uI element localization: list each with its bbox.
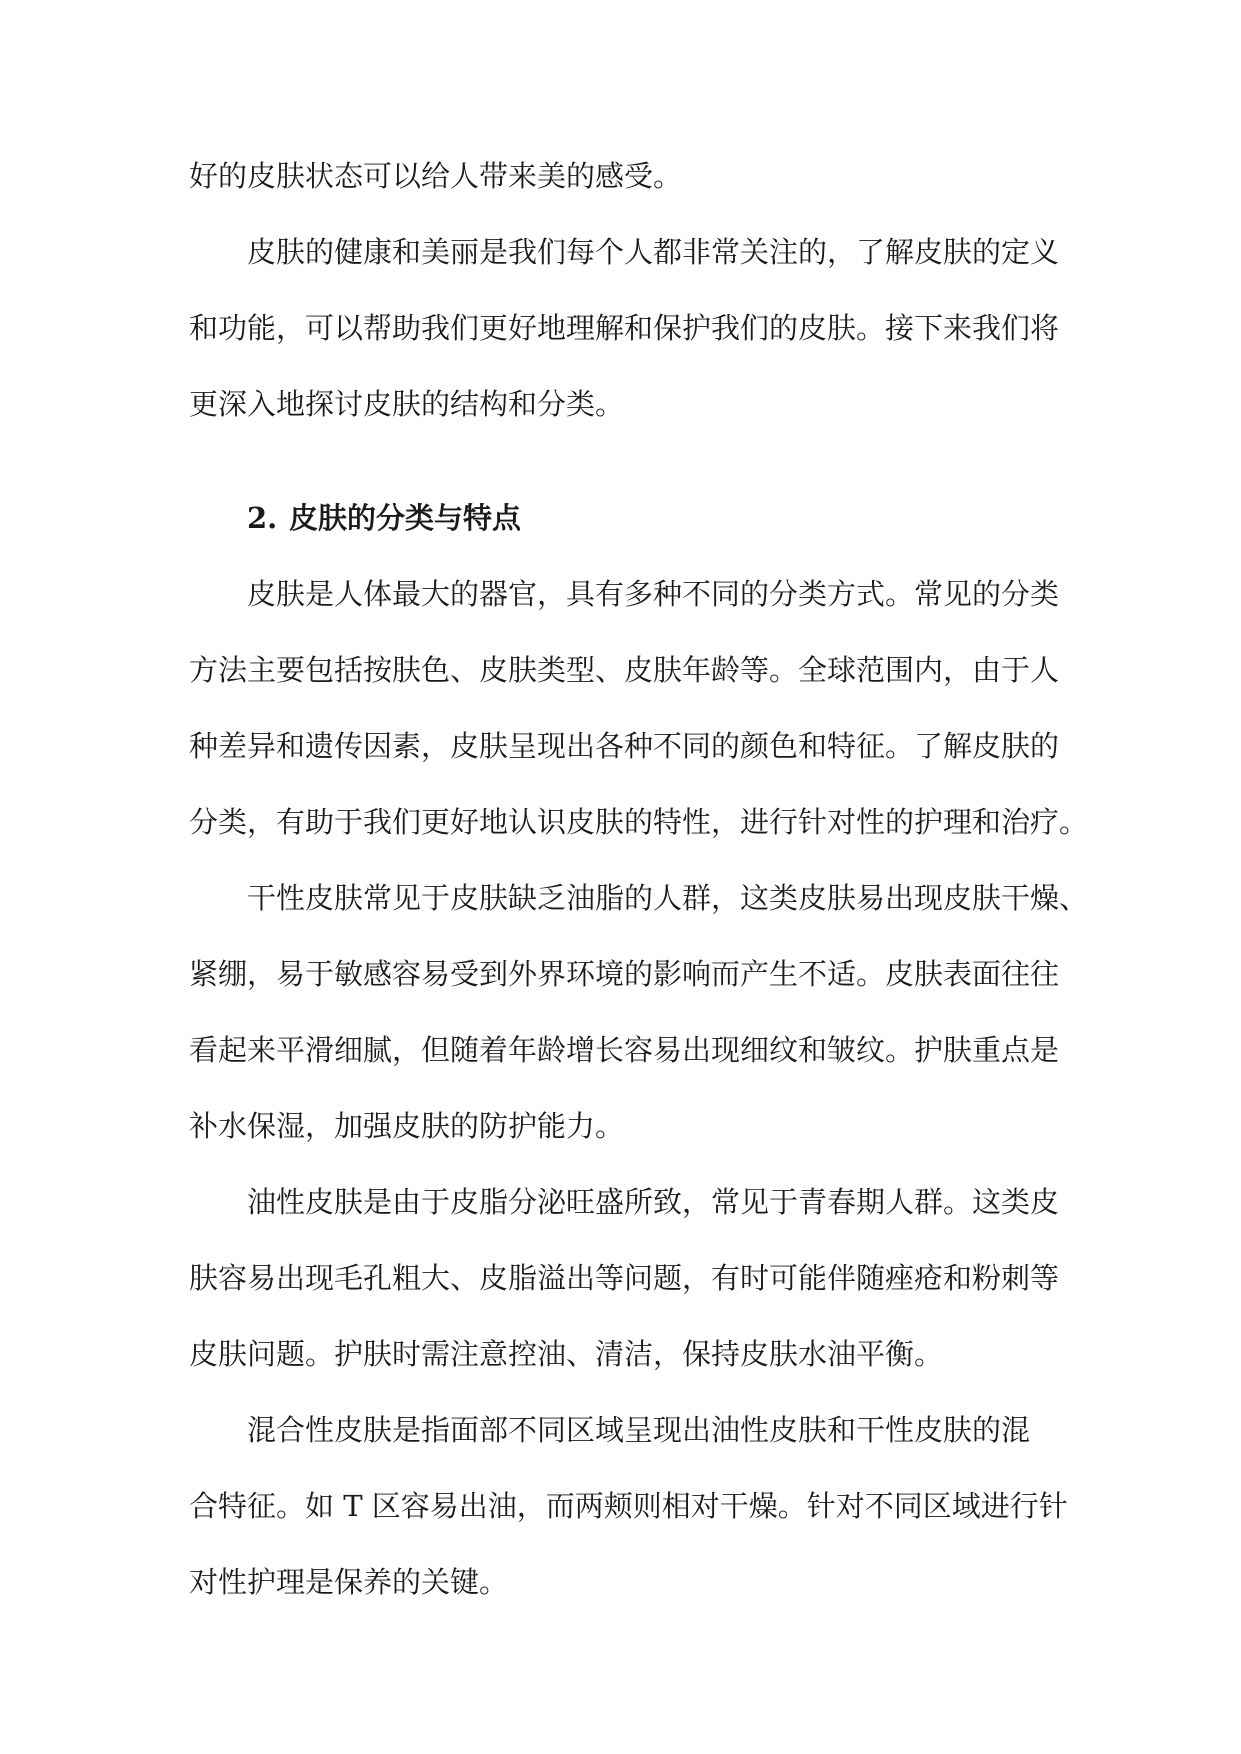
- section-title: 皮肤的分类与特点: [289, 501, 522, 535]
- text-line: 混合性皮肤是指面部不同区域呈现出油性皮肤和干性皮肤的混: [247, 1413, 1031, 1447]
- text-line: 皮肤是人体最大的器官，具有多种不同的分类方式。常见的分类: [247, 577, 1060, 611]
- text-line: 看起来平滑细腻，但随着年龄增长容易出现细纹和皱纹。护肤重点是: [189, 1033, 1060, 1067]
- paragraph-oily-skin: [189, 1164, 1065, 1392]
- text-line: 干性皮肤常见于皮肤缺乏油脂的人群，这类皮肤易出现皮肤干燥、: [247, 881, 1089, 915]
- text-line: 好的皮肤状态可以给人带来美的感受。: [189, 159, 683, 193]
- paragraph-skin-health: [189, 214, 1065, 442]
- text-line: 皮肤问题。护肤时需注意控油、清洁，保持皮肤水油平衡。: [189, 1337, 944, 1371]
- text-line: 方法主要包括按肤色、皮肤类型、皮肤年龄等。全球范围内，由于人: [189, 653, 1060, 687]
- paragraph-classification: [189, 556, 1089, 860]
- text-line: 紧绷，易于敏感容易受到外界环境的影响而产生不适。皮肤表面往往: [189, 957, 1060, 991]
- text-line: 肤容易出现毛孔粗大、皮脂溢出等问题，有时可能伴随痤疮和粉刺等: [189, 1261, 1060, 1295]
- text-line: 更深入地探讨皮肤的结构和分类。: [189, 387, 625, 421]
- document-body: [189, 138, 1089, 1620]
- section-number: 2.: [247, 501, 278, 535]
- text-line: 皮肤的健康和美丽是我们每个人都非常关注的，了解皮肤的定义: [247, 235, 1060, 269]
- text-line: 和功能，可以帮助我们更好地理解和保护我们的皮肤。接下来我们将: [189, 311, 1060, 345]
- text-line: 补水保湿，加强皮肤的防护能力。: [189, 1109, 625, 1143]
- text-line: 分类，有助于我们更好地认识皮肤的特性，进行针对性的护理和治疗。: [189, 805, 1089, 839]
- text-line: 对性护理是保养的关键。: [189, 1565, 509, 1599]
- section-heading: [189, 480, 1065, 556]
- paragraph-dry-skin: [189, 860, 1089, 1164]
- text-line: 油性皮肤是由于皮脂分泌旺盛所致，常见于青春期人群。这类皮: [247, 1185, 1060, 1219]
- paragraph-combination-skin: [189, 1392, 1068, 1620]
- text-line: 种差异和遗传因素，皮肤呈现出各种不同的颜色和特征。了解皮肤的: [189, 729, 1060, 763]
- text-line: 合特征。如 T 区容易出油，而两颊则相对干燥。针对不同区域进行针: [189, 1489, 1068, 1523]
- paragraph-continuation: [189, 138, 1065, 214]
